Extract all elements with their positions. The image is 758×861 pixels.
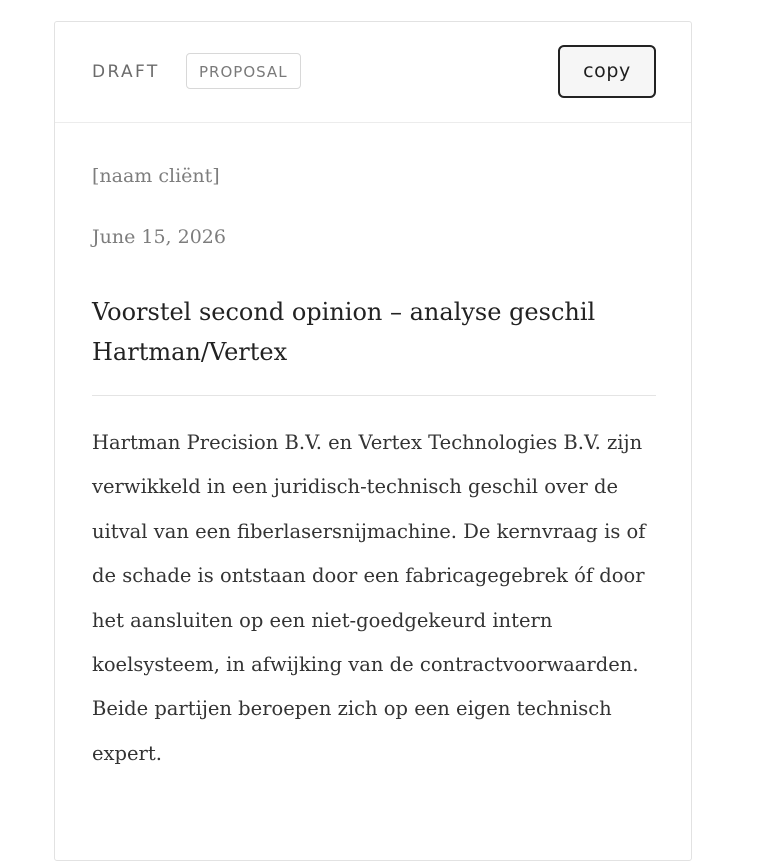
document-date: June 15, 2026 (92, 226, 226, 248)
document-paragraph: Hartman Precision B.V. en Vertex Technologies B.V. zijn verwikkeld in een juridisch-technisch geschil over de uitval van een fiberlasersnijmachine. De kernvraag is of de schade is ontstaan door een fabricagegebrek óf door het aansluiten op een niet-goedgekeurd intern koelsysteem, in afwijking van de contractvoorwaarden. Beide partijen beroepen zich op een eigen technisch expert. (92, 431, 646, 765)
status-badge: PROPOSAL (186, 53, 301, 89)
card-header (55, 22, 691, 123)
client-name-placeholder: [naam cliënt] (92, 165, 220, 187)
title-divider (92, 395, 656, 396)
proposal-card (54, 21, 692, 861)
draft-label: DRAFT (92, 62, 160, 82)
document-title: Voorstel second opinion – analyse geschil Hartman/Vertex (92, 298, 596, 366)
copy-button[interactable]: copy (558, 45, 656, 98)
